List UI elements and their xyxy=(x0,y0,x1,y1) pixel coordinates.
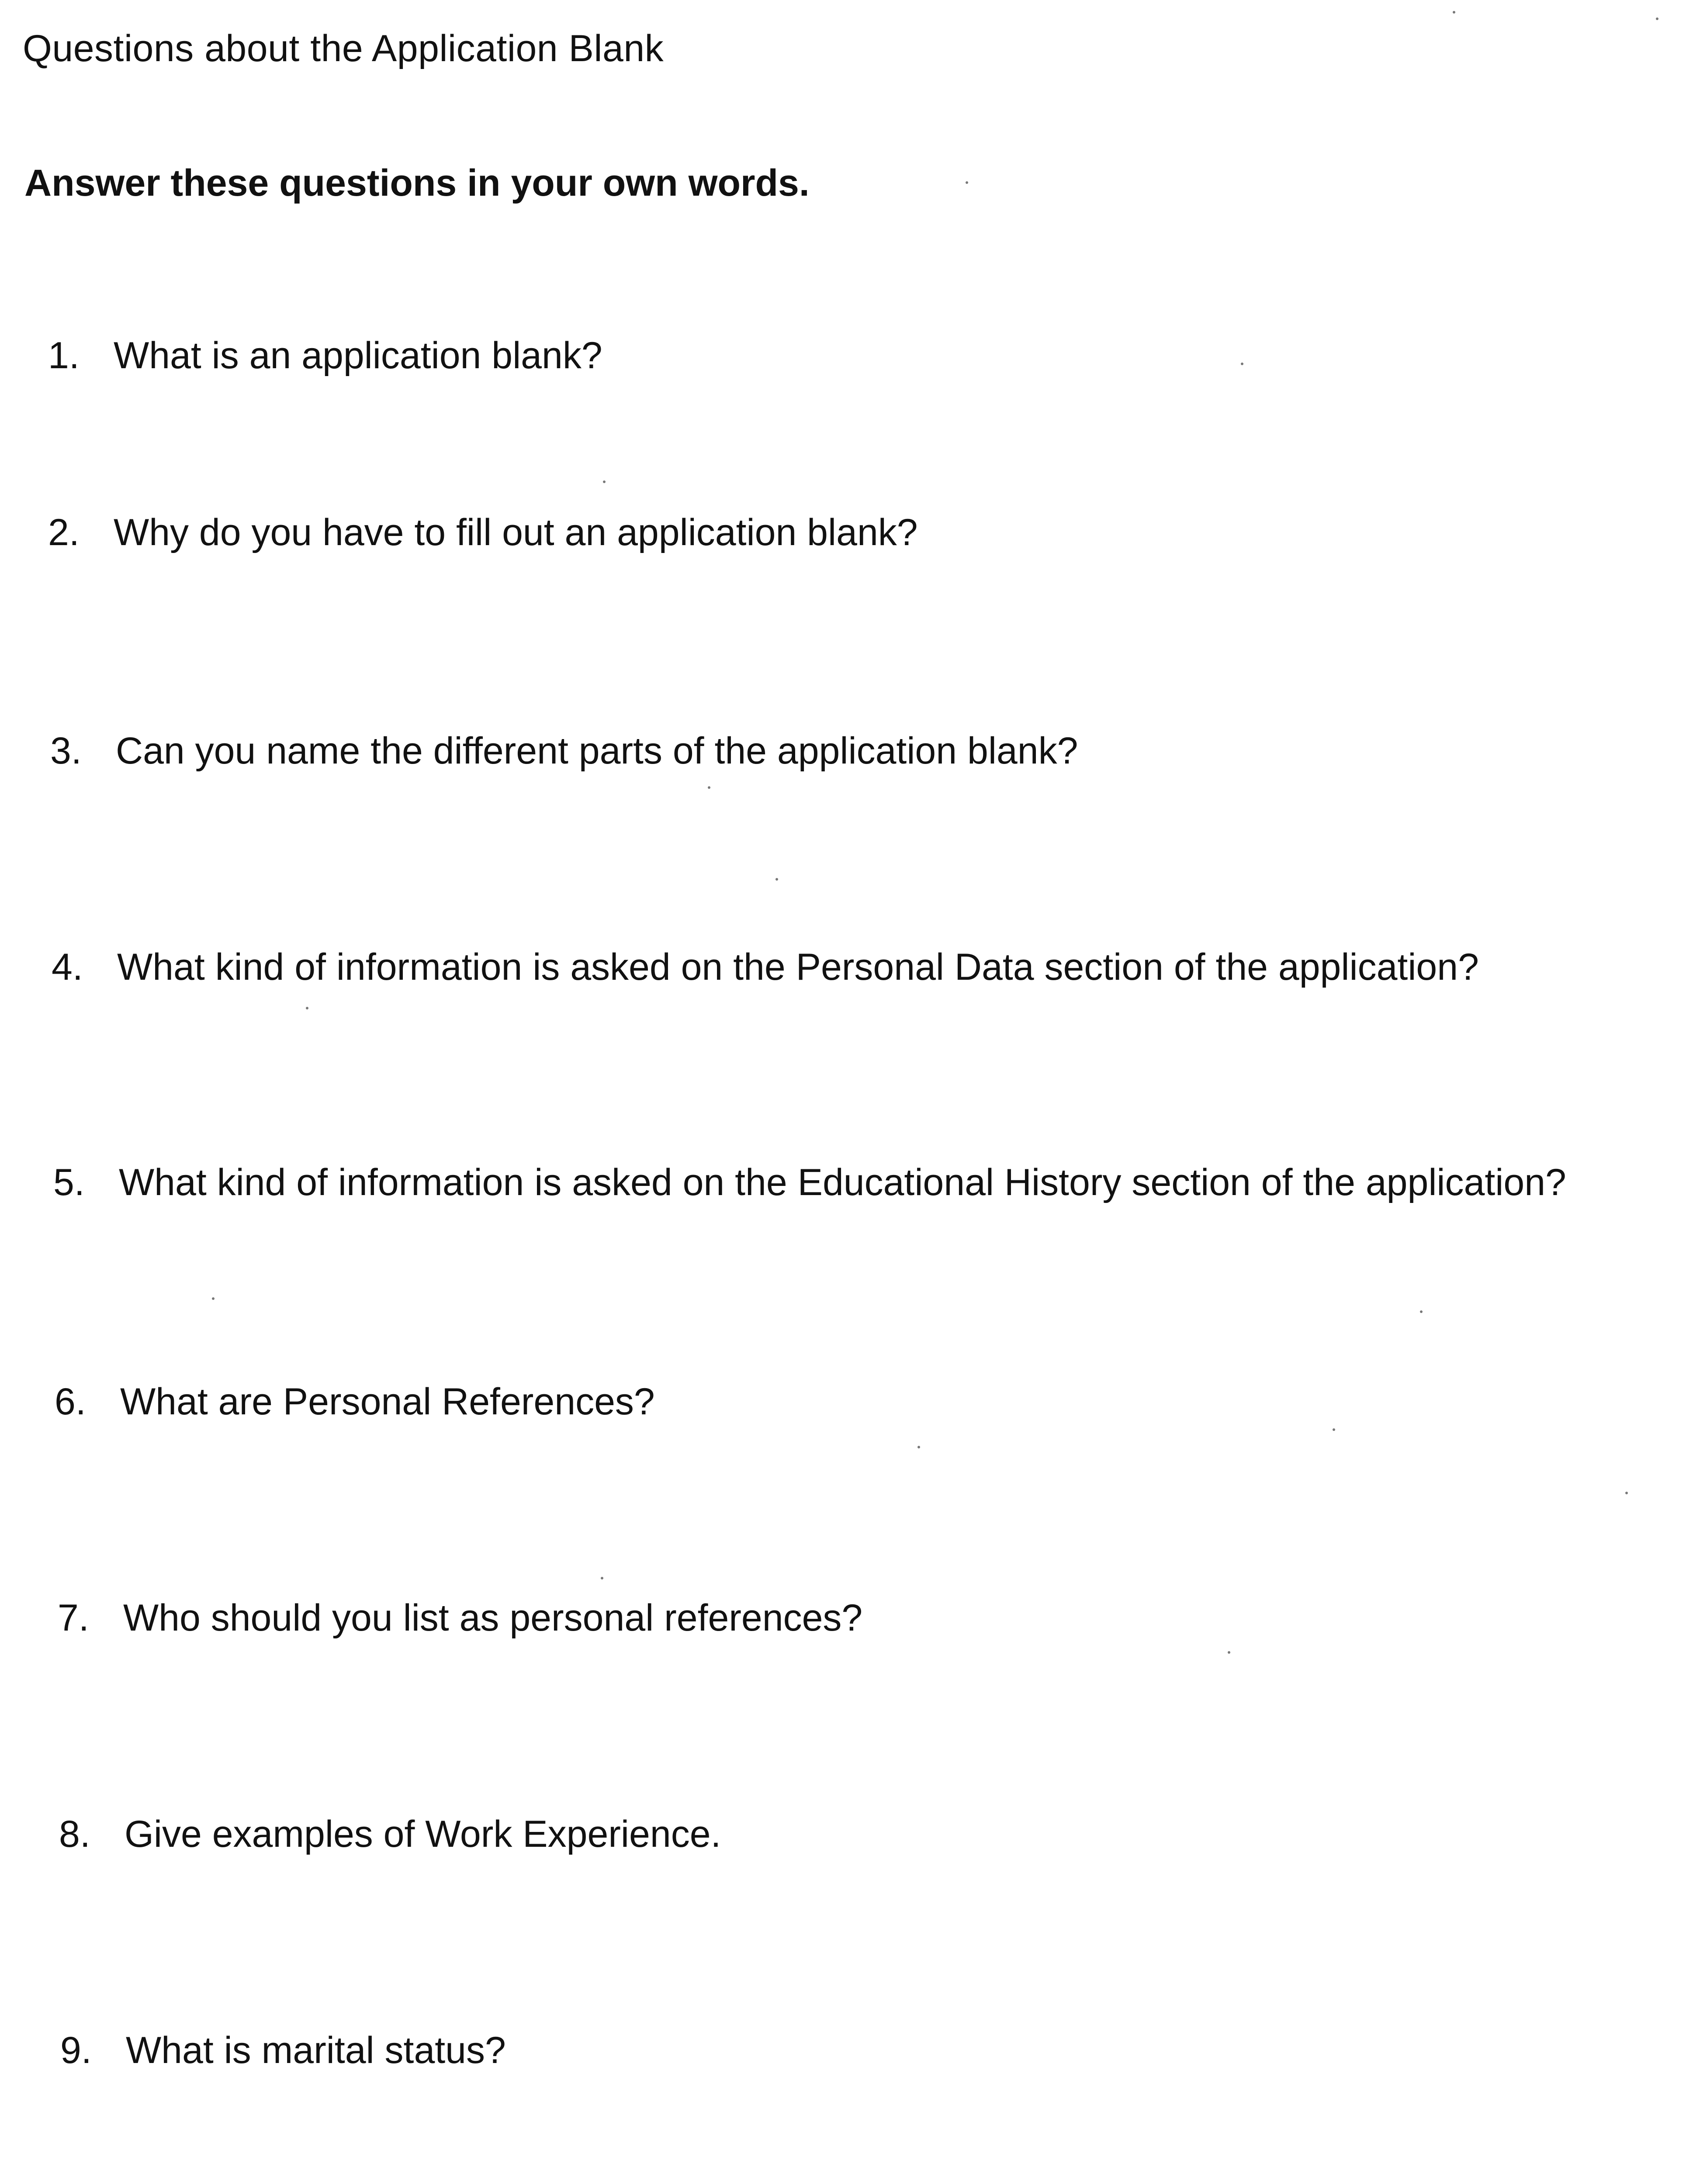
scan-speck xyxy=(775,878,778,881)
question-6 xyxy=(55,1380,655,1424)
question-text: Who should you list as personal references? xyxy=(123,1597,863,1639)
question-2 xyxy=(48,511,918,554)
scan-speck xyxy=(966,181,968,184)
scan-speck xyxy=(1333,1428,1335,1431)
scan-speck xyxy=(601,1577,603,1579)
scan-speck xyxy=(1420,1310,1423,1313)
question-number: 5. xyxy=(53,1161,85,1203)
question-number: 1. xyxy=(48,335,80,377)
worksheet-title: Questions about the Application Blank xyxy=(23,28,664,69)
question-number: 6. xyxy=(55,1381,86,1423)
question-number: 4. xyxy=(52,946,83,988)
scan-speck xyxy=(1453,11,1455,14)
question-text: What is an application blank? xyxy=(114,335,602,377)
question-9 xyxy=(60,2029,506,2072)
question-text: What kind of information is asked on the Educational History section of the application? xyxy=(119,1161,1566,1203)
question-text: What is marital status? xyxy=(126,2029,506,2071)
question-number: 7. xyxy=(58,1597,89,1639)
scan-speck xyxy=(1625,1492,1628,1494)
question-text: Why do you have to fill out an application blank? xyxy=(114,511,918,553)
scan-speck xyxy=(1228,1651,1230,1654)
scan-speck xyxy=(917,1446,920,1448)
scan-speck xyxy=(1241,363,1243,365)
question-5 xyxy=(53,1161,1566,1204)
question-number: 9. xyxy=(60,2029,92,2071)
scan-speck xyxy=(306,1007,308,1009)
question-4 xyxy=(52,946,1479,989)
question-3 xyxy=(50,729,1078,773)
question-8 xyxy=(59,1813,721,1856)
question-text: Give examples of Work Experience. xyxy=(125,1813,721,1855)
scan-speck xyxy=(603,480,606,483)
question-text: What kind of information is asked on the Personal Data section of the application? xyxy=(117,946,1479,988)
question-1 xyxy=(48,334,602,377)
question-text: Can you name the different parts of the application blank? xyxy=(116,730,1078,772)
question-number: 8. xyxy=(59,1813,90,1855)
scan-speck xyxy=(1656,17,1658,20)
question-number: 2. xyxy=(48,511,80,553)
instruction-text: Answer these questions in your own words. xyxy=(24,162,810,204)
scan-speck xyxy=(212,1297,215,1300)
scan-speck xyxy=(708,786,710,789)
question-7 xyxy=(58,1597,862,1640)
question-text: What are Personal References? xyxy=(120,1381,655,1423)
question-number: 3. xyxy=(50,730,82,772)
